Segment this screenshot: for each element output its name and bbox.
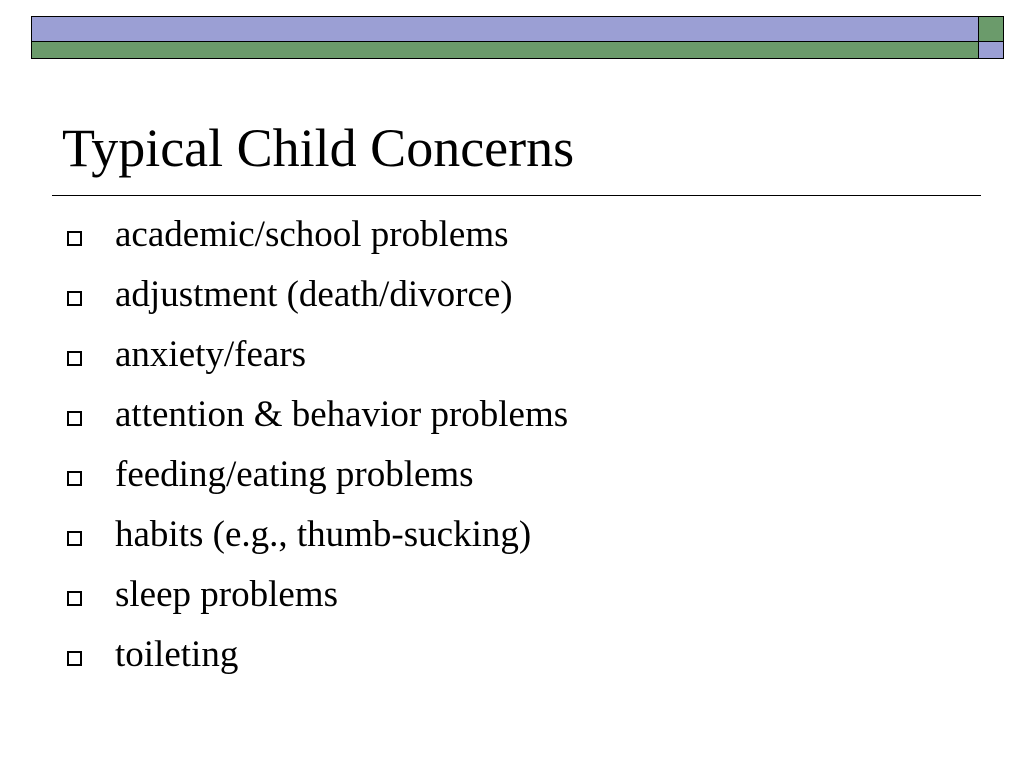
header-bar-lavender bbox=[31, 16, 979, 42]
square-bullet-icon bbox=[67, 651, 82, 666]
square-bullet-icon bbox=[67, 531, 82, 546]
bullet-text: habits (e.g., thumb-sucking) bbox=[115, 514, 532, 555]
square-bullet-icon bbox=[67, 351, 82, 366]
bullet-text: feeding/eating problems bbox=[115, 454, 474, 495]
header-bar-green bbox=[31, 41, 979, 59]
header-corner-block-green bbox=[978, 16, 1004, 42]
square-bullet-icon bbox=[67, 591, 82, 606]
bullet-text: sleep problems bbox=[115, 574, 338, 615]
bullet-text: adjustment (death/divorce) bbox=[115, 274, 513, 315]
bullet-text: toileting bbox=[115, 634, 239, 675]
square-bullet-icon bbox=[67, 231, 82, 246]
bullet-text: attention & behavior problems bbox=[115, 394, 569, 435]
bullet-text: anxiety/fears bbox=[115, 334, 307, 375]
square-bullet-icon bbox=[67, 471, 82, 486]
header-corner-block-lavender bbox=[978, 41, 1004, 59]
square-bullet-icon bbox=[67, 411, 82, 426]
slide-title: Typical Child Concerns bbox=[62, 118, 575, 178]
bullet-text: academic/school problems bbox=[115, 214, 509, 255]
square-bullet-icon bbox=[67, 291, 82, 306]
title-divider bbox=[52, 195, 981, 196]
